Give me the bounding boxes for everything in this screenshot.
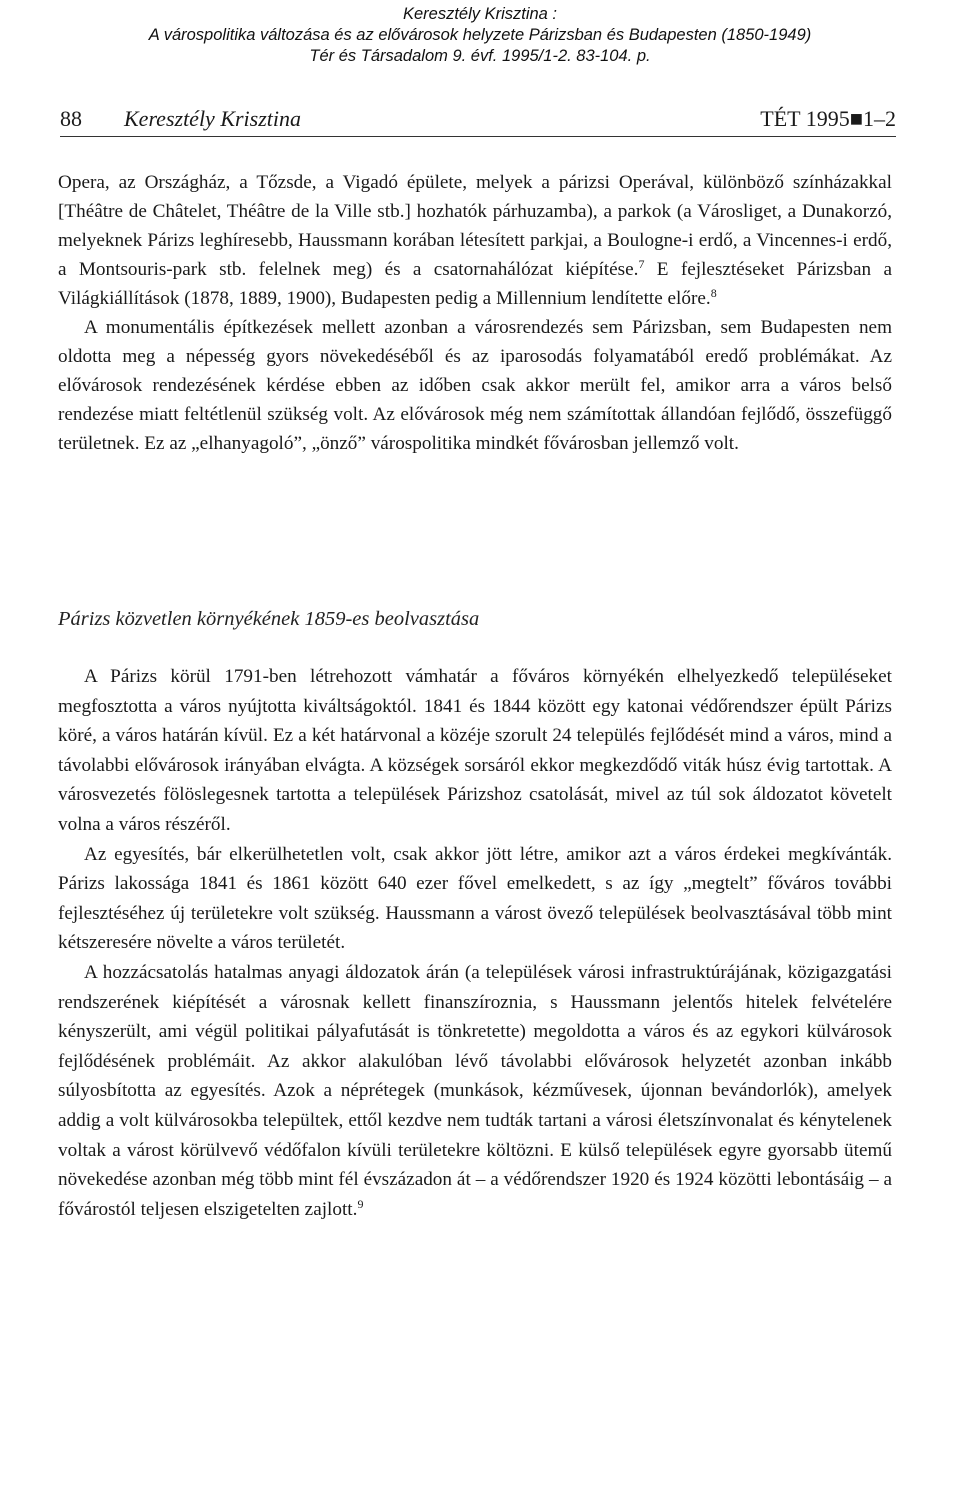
paragraph: A Párizs körül 1791-ben létrehozott vámhatár a főváros környékén elhelyezkedő településeket megfosztotta a város nyújtotta kiváltságoktól. 1841 és 1844 között egy katonai védőrendszer épült Párizs köré, a város határán kívül. Ez a két határvonal a közéje szorult 24 település fejlődését mind a város, mind a távolabbi elővárosok irányában elvágta. A községek sorsáról ekkor megkezdődő viták húsz évig tartottak. A városvezetés fölöslegesnek tartotta a települések Párizshoz csatolását, mivel az túl sok áldozatot követelt volna a város részéről. xyxy=(58,666,892,835)
journal-reference: TÉT 1995■1–2 xyxy=(760,106,896,131)
footnote-marker: 7 xyxy=(638,257,645,271)
running-head xyxy=(60,106,896,137)
paragraph xyxy=(58,168,892,313)
citation-author: Keresztély Krisztina : xyxy=(402,5,558,23)
citation-header xyxy=(0,4,960,67)
footnote-marker: 9 xyxy=(357,1196,364,1211)
paragraph xyxy=(58,958,892,1224)
paragraph: Az egyesítés, bár elkerülhetetlen volt, csak akkor jött létre, amikor azt a város érdekei megkívánták. Párizs lakossága 1841 és 1861 között 640 ezer fővel emelkedett, s az így „megtelt” főváros további fejlesztéséhez új területekre volt szükség. Haussmann a várost övező települések beolvasztásával több mint kétszeresére növelte a város területét. xyxy=(58,843,892,954)
running-head-author: Keresztély Krisztina xyxy=(124,106,302,131)
paragraph-text: Opera, az Országház, a Tőzsde, a Vigadó épülete, melyek a párizsi Operával, különböző színházakkal [Théâtre de Châtelet, Théâtre de la Ville stb.] hozhatók párhuzamba), a parkok (a Városliget, a Dunakorzó, melyeknek Párizs leghíresebb, Haussmann korában létesített parkjai, a Boulogne-i erdő, a Vincennes-i erdő, a Montsouris-park stb. felelnek meg) és a csatornahálózat kiépítése. xyxy=(58,172,892,280)
paragraph-text: A hozzácsatolás hatalmas anyagi áldozatok árán (a települések városi infrastruktúrájának, közigazgatási rendszerének kiépítését a városnak kellett finanszíroznia, s Haussmann jelentős hitelek felvételére kényszerült, ami végül politikai pályafutását is tönkretette) megoldotta a város és az egykori külvárosok fejlődésének problémáit. Az akkor alakulóban lévő távolabbi elővárosok helyzetét azonban inkább súlyosbította az egyesítés. Azok a néprétegek (munkások, kézművesek, újonnan bevándorlók), amelyek addig a volt külvárosokba települtek, ettől kezdve nem tudták tartani a városi életszínvonalat és kénytelenek voltak a várost körülvevő védőfalon kívüli területekre költözni. E külső települések egyre gyorsabb ütemű növekedése azonban még több mint fél évszázadon át – a védőrendszer 1920 és 1924 közötti lebontásáig – a fővárostól teljesen elszigetelten zajlott. xyxy=(58,961,892,1220)
paragraph: A monumentális építkezések mellett azonban a városrendezés sem Párizsban, sem Budapesten nem oldotta meg a népesség gyors növekedéséből és az iparosodás folyamatából eredő problémákat. Az elővárosok rendezésének kérdése ebben az időben csak akkor merült fel, amikor arra a város belső rendezése miatt feltétlenül szükség volt. Az elővárosok még nem számítottak állandóan fejlődő, összefüggő területnek. Ez az „elhanyagoló”, „önző” várospolitika mindkét fővárosban jellemző volt. xyxy=(58,317,892,454)
page-number: 88 xyxy=(60,106,82,131)
section-heading: Párizs közvetlen környékének 1859-es beolvasztása xyxy=(58,608,480,630)
citation-source: Tér és Társadalom 9. évf. 1995/1-2. 83-104. p. xyxy=(309,47,651,65)
intro-text-block xyxy=(58,168,892,458)
paragraph-text: E fejlesztéseket Párizsban a Világkiállítások (1878, 1889, 1900), Budapesten pedig a Millennium lendítette előre. xyxy=(58,259,893,309)
section-text-block xyxy=(58,662,892,1224)
citation-title: A várospolitika változása és az elővárosok helyzete Párizsban és Budapesten (1850-1949) xyxy=(148,26,812,44)
footnote-marker: 8 xyxy=(710,286,717,300)
